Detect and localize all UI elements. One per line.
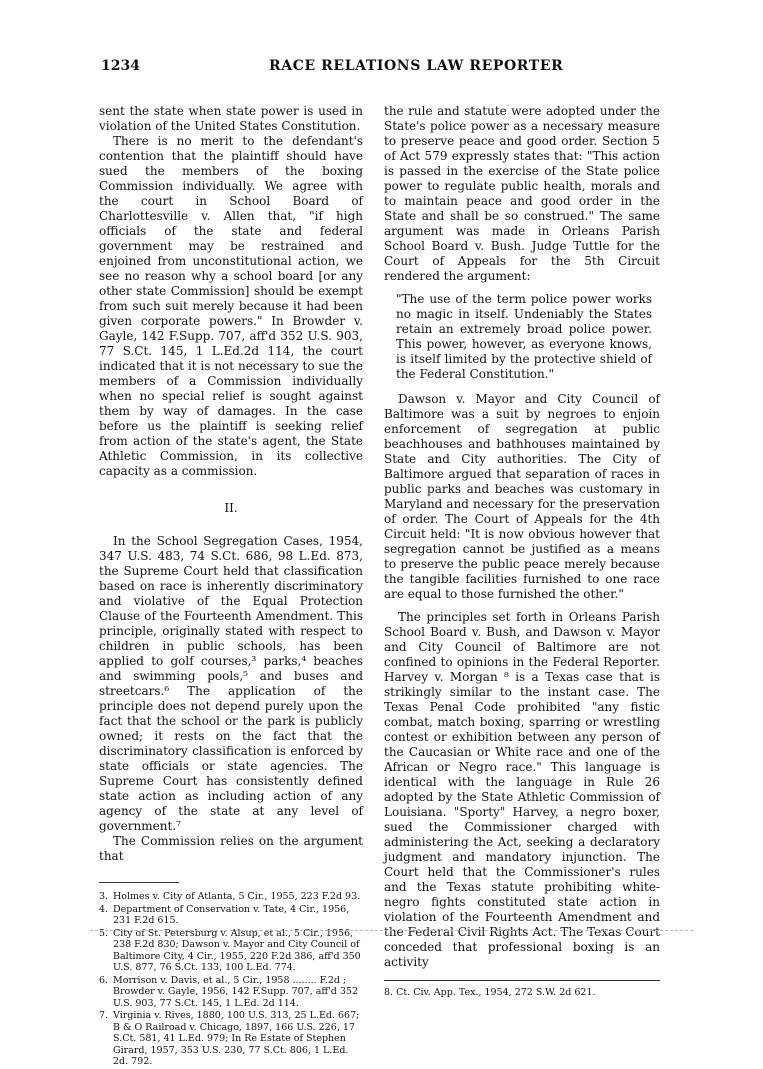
footnote-number: 7. [99,1010,109,1021]
page-number: 1234 [101,58,140,74]
footnote-text: Department of Conservation v. Tate, 4 Cir., 1956, 231 F.2d 615. [113,903,350,926]
left-column [99,104,363,1069]
section-heading: II. [224,501,238,515]
footnote-divider [99,882,179,883]
footnote-text: City of St. Petersburg v. Alsup, et al., 5 Cir., 1956, 238 F.2d 830; Dawson v. Mayor and City Council of Baltimore City, 4 Cir., 1955, 220 F.2d 386, aff'd 350 U.S. 877, 76 S.Ct. 133, 100 L.Ed. 774. [113,927,361,973]
left-paragraph-1: sent the state when state power is used in violation of the United States Constitution. [99,104,363,133]
bottom-scan-line [90,930,693,931]
footnote-text: Virginia v. Rives, 1880, 100 U.S. 313, 25 L.Ed. 667; B & O Railroad v. Chicago, 1897, 166 U.S. 226, 17 S.Ct. 581, 41 L.Ed. 979; In Re Estate of Stephen Girard, 1957, 353 U.S. 230, 77 S.Ct. 806, 1 L.Ed. 2d. 792. [113,1010,360,1067]
right-paragraph-1: the rule and statute were adopted under the State's police power as a necessary measure to preserve peace and good order. Section 5 of Act 579 expressly states that: "This action is passed in the exercise of the State police power to regulate public health, morals and to maintain peace and good order in the State and shall be so construed." The same argument was made in Orleans Parish School Board v. Bush. Judge Tuttle for the Court of Appeals for the 5th Circuit rendered the argument: [384,104,660,283]
left-paragraph-2: There is no merit to the defendant's contention that the plaintiff should have sued the members of the boxing Commission individually. We agree with the court in School Board of Charlottesville v. Allen that, "if high officials of the state and federal government may be restrained and enjoined from unconstitutional action, we see no reason why a school board [or any other state Commission] should be exempt from such suit merely because it had been given corporate powers." In Browder v. Gayle, 142 F.Supp. 707, aff'd 352 U.S. 903, 77 S.Ct. 145, 1 L.Ed.2d 114, the court indicated that it is not necessary to sue the members of a Commission individually when no special relief is sought against them by way of damages. In the case before us the plaintiff is seeking relief from action of the state's agent, the State Athletic Commission, in its collective capacity as a commission. [99,134,363,478]
page-header [101,58,673,80]
right-paragraph-3: The principles set forth in Orleans Parish School Board v. Bush, and Dawson v. Mayor and City Council of Baltimore are not confined to opinions in the Federal Reporter. Harvey v. Morgan ⁸ is a Texas case that is strikingly similar to the instant case. The Texas Penal Code prohibited "any fistic combat, match boxing, sparring or wrestling contest or exhibition between any person of the Caucasian or White race and one of the African or Negro race." This language is identical with the language in Rule 26 adopted by the State Athletic Commission of Louisiana. "Sporty" Harvey, a negro boxer, sued the Commissioner charged with administering the Act, seeking a declaratory judgment and mandatory injunction. The Court held that the Commissioner's rules and the Texas statute prohibiting white-negro fights constituted state action in violation of the Fourteenth Amendment and the Federal Civil Rights Act. The Texas Court conceded that professional boxing is an activity [384,610,660,969]
footnote-number: 5. [99,927,109,939]
footnote [99,928,363,974]
left-footnotes [99,891,363,1068]
footnote [99,975,363,1010]
footnote [99,891,363,903]
footnote [99,1010,363,1068]
footnote-text: Holmes v. City of Atlanta, 5 Cir., 1955, 223 F.2d 93. [113,891,361,902]
block-quote: "The use of the term police power works no magic in itself. Undeniably the States retain an extremely broad police power. This power, however, as everyone knows, is itself limited by the protective shield of the Federal Constitution." [396,292,652,381]
footnote-number: 6. [99,974,109,986]
right-footnote: 8. Ct. Civ. App. Tex., 1954, 272 S.W. 2d 621. [384,980,660,999]
footnote-number: 4. [99,903,109,915]
left-paragraph-3: In the School Segregation Cases, 1954, 347 U.S. 483, 74 S.Ct. 686, 98 L.Ed. 873, the Supreme Court held that classification based on race is inherently discriminatory and violative of the Equal Protection Clause of the Fourteenth Amendment. This principle, originally stated with respect to children in public schools, has been applied to golf courses,³ parks,⁴ beaches and swimming pools,⁵ and buses and streetcars.⁶ The application of the principle does not depend purely upon the fact that the school or the park is publicly owned; it rests on the fact that the discriminatory classification is enforced by state officials or state agencies. The Supreme Court has consistently defined state action as including action of any agency of the state at any level of government.⁷ [99,534,363,833]
footnote [99,904,363,927]
right-paragraph-2: Dawson v. Mayor and City Council of Baltimore was a suit by negroes to enjoin enforcement of segregation at public beachhouses and bathhouses maintained by State and City authorities. The City of Baltimore argued that separation of races in public parks and beaches was customary in Maryland and necessary for the preservation of order. The Court of Appeals for the 4th Circuit held: "It is now obvious however that segregation cannot be justified as a means to preserve the public peace merely because the tangible facilities furnished to one race are equal to those furnished the other." [384,392,660,601]
running-title: RACE RELATIONS LAW REPORTER [269,58,564,74]
footnote-number: 3. [99,891,109,902]
footnote-text: Morrison v. Davis, et al., 5 Cir., 1958 ........ F.2d ; Browder v. Gayle, 1956, 142 F.Supp. 707, aff'd 352 U.S. 903, 77 S.Ct. 145, 1 L.Ed. 2d 114. [113,974,358,1009]
right-column [384,104,660,999]
left-paragraph-4: The Commission relies on the argument that [99,834,363,863]
